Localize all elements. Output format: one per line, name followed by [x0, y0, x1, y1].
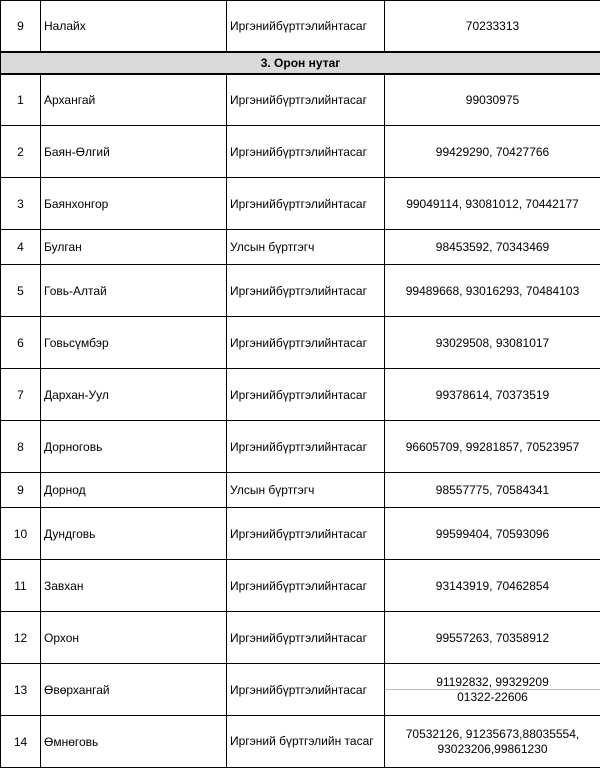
- department-name: Иргэнийбүртгэлийнтасаг: [227, 508, 385, 560]
- table-row: [1, 74, 600, 126]
- phone-secondary: 01322-22606: [385, 689, 600, 704]
- table-row: [1, 126, 600, 178]
- table-row: [1, 265, 600, 317]
- row-number: 8: [1, 421, 41, 473]
- table-row: [1, 178, 600, 230]
- phone-numbers: 99049114, 93081012, 70442177: [385, 178, 600, 230]
- table-row: [1, 317, 600, 369]
- department-name: Иргэний бүртгэлийн тасаг: [227, 716, 385, 768]
- location-name: Өмнөговь: [41, 716, 227, 768]
- table-row: [1, 716, 600, 768]
- department-name: Иргэнийбүртгэлийнтасаг: [227, 421, 385, 473]
- phone-numbers: 70532126, 91235673,88035554, 93023206,99861230: [385, 716, 600, 768]
- row-number: 2: [1, 126, 41, 178]
- phone-numbers: 99378614, 70373519: [385, 369, 600, 421]
- row-number: 14: [1, 716, 41, 768]
- section-title: 3. Орон нутаг: [1, 52, 600, 74]
- phone-numbers: 98453592, 70343469: [385, 230, 600, 265]
- department-name: Иргэнийбүртгэлийнтасаг: [227, 664, 385, 716]
- phone-numbers: 99489668, 93016293, 70484103: [385, 265, 600, 317]
- row-number: 12: [1, 612, 41, 664]
- table-row: [1, 230, 600, 265]
- department-name: Иргэнийбүртгэлийнтасаг: [227, 317, 385, 369]
- phone-numbers: 98557775, 70584341: [385, 473, 600, 508]
- row-number: 11: [1, 560, 41, 612]
- phone-primary: 91192832, 99329209: [436, 675, 549, 689]
- row-number: 9: [1, 473, 41, 508]
- row-number: 13: [1, 664, 41, 716]
- department-name: Иргэнийбүртгэлийнтасаг: [227, 74, 385, 126]
- row-number: 6: [1, 317, 41, 369]
- location-name: Архангай: [41, 74, 227, 126]
- table-row: [1, 473, 600, 508]
- row-number: 4: [1, 230, 41, 265]
- row-number: 3: [1, 178, 41, 230]
- phone-numbers: 99557263, 70358912: [385, 612, 600, 664]
- table-row: [1, 508, 600, 560]
- location-name: Налайх: [41, 1, 227, 52]
- department-name: Иргэнийбүртгэлийнтасаг: [227, 560, 385, 612]
- location-name: Орхон: [41, 612, 227, 664]
- department-name: Иргэнийбүртгэлийнтасаг: [227, 178, 385, 230]
- table-row: [1, 421, 600, 473]
- location-name: Булган: [41, 230, 227, 265]
- department-name: Улсын бүртгэгч: [227, 473, 385, 508]
- row-number: 1: [1, 74, 41, 126]
- phone-numbers: [385, 664, 600, 716]
- department-name: Иргэнийбүртгэлийнтасаг: [227, 1, 385, 52]
- location-name: Өвөрхангай: [41, 664, 227, 716]
- table-row: [1, 560, 600, 612]
- department-name: Улсын бүртгэгч: [227, 230, 385, 265]
- row-number: 5: [1, 265, 41, 317]
- phone-numbers: 96605709, 99281857, 70523957: [385, 421, 600, 473]
- table-row: [1, 664, 600, 716]
- section-header-row: [1, 52, 600, 74]
- table-row: [1, 1, 600, 52]
- phone-numbers: 93029508, 93081017: [385, 317, 600, 369]
- phone-numbers: 93143919, 70462854: [385, 560, 600, 612]
- location-name: Баянхонгор: [41, 178, 227, 230]
- phone-numbers: 99599404, 70593096: [385, 508, 600, 560]
- phone-numbers: 99429290, 70427766: [385, 126, 600, 178]
- location-name: Дорноговь: [41, 421, 227, 473]
- phone-numbers: 99030975: [385, 74, 600, 126]
- department-name: Иргэнийбүртгэлийнтасаг: [227, 265, 385, 317]
- location-name: Дархан-Уул: [41, 369, 227, 421]
- location-name: Дорнод: [41, 473, 227, 508]
- department-name: Иргэнийбүртгэлийнтасаг: [227, 126, 385, 178]
- row-number: 7: [1, 369, 41, 421]
- location-name: Говь-Алтай: [41, 265, 227, 317]
- table-row: [1, 369, 600, 421]
- row-number: 9: [1, 1, 41, 52]
- location-name: Дундговь: [41, 508, 227, 560]
- phone-numbers: 70233313: [385, 1, 600, 52]
- location-name: Говьсүмбэр: [41, 317, 227, 369]
- row-number: 10: [1, 508, 41, 560]
- department-name: Иргэнийбүртгэлийнтасаг: [227, 612, 385, 664]
- location-name: Баян-Өлгий: [41, 126, 227, 178]
- table-row: [1, 612, 600, 664]
- location-name: Завхан: [41, 560, 227, 612]
- department-name: Иргэнийбүртгэлийнтасаг: [227, 369, 385, 421]
